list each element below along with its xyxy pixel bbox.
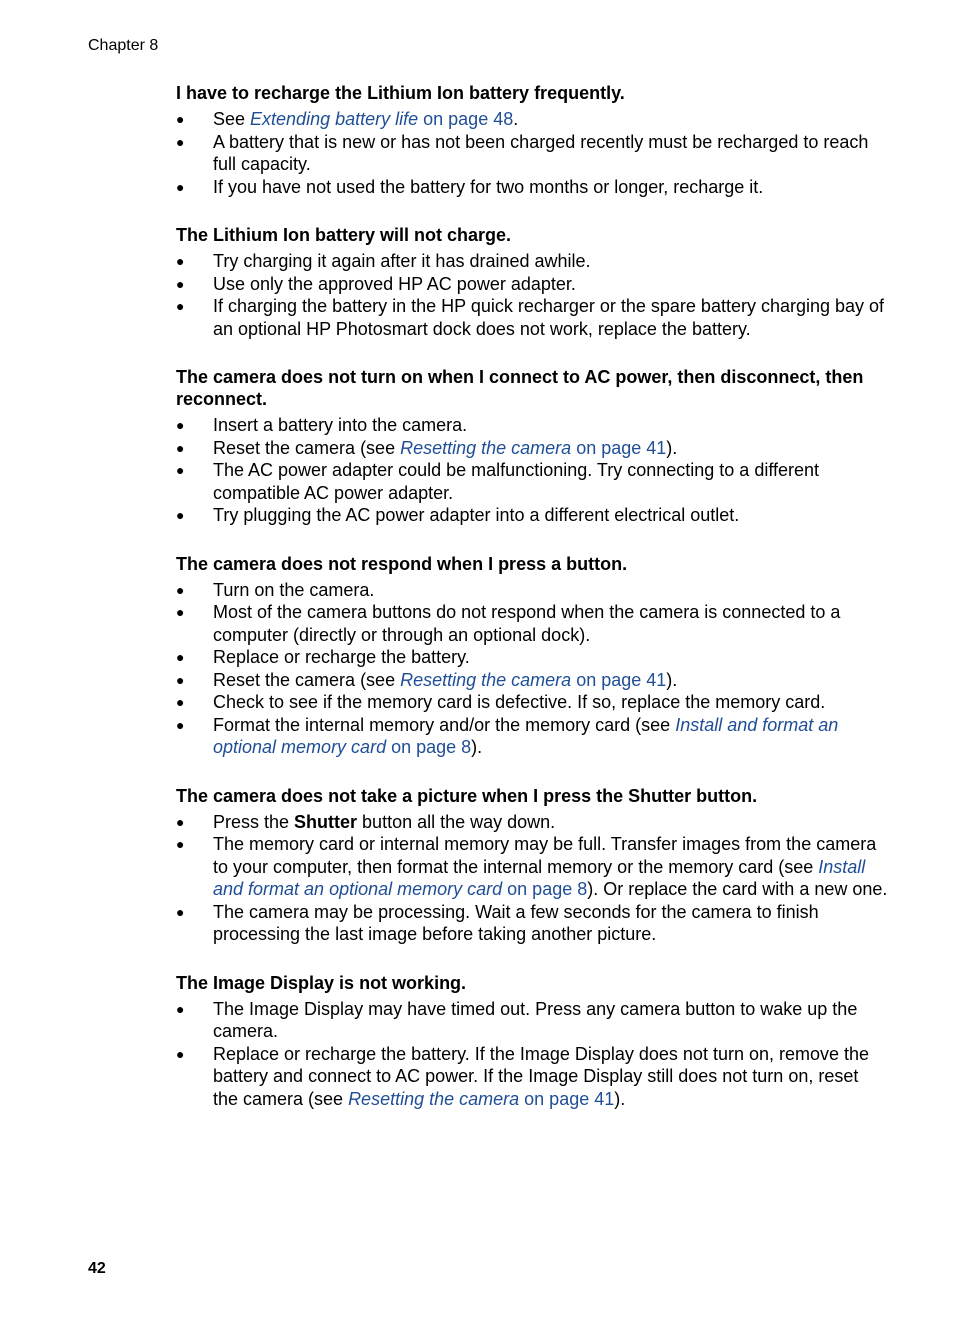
- list-item: [176, 691, 888, 714]
- item-text: The memory card or internal memory may be full. Transfer images from the camera to your computer, then format the internal memory or the memory card (see: [213, 834, 877, 877]
- cross-reference-link[interactable]: [400, 438, 666, 458]
- item-text: Most of the camera buttons do not respond when the camera is connected to a computer (directly or through an optional dock).: [213, 602, 841, 645]
- bullet-list: [176, 250, 888, 340]
- list-item: [176, 901, 888, 946]
- bullet-icon: ●: [176, 178, 185, 195]
- bullet-icon: ●: [176, 133, 185, 150]
- bullet-list: [176, 579, 888, 759]
- troubleshooting-section: [176, 785, 888, 946]
- page-number: 42: [88, 1260, 106, 1277]
- item-text: If you have not used the battery for two months or longer, recharge it.: [213, 176, 764, 197]
- link-title: Resetting the camera: [348, 1088, 520, 1109]
- item-text: The Image Display may have timed out. Press any camera button to wake up the camera.: [213, 998, 858, 1041]
- bullet-icon: ●: [176, 694, 185, 710]
- item-text: Insert a battery into the camera.: [213, 415, 468, 435]
- list-item: [176, 669, 888, 692]
- cross-reference-link[interactable]: [250, 109, 513, 129]
- item-text: ).: [614, 1088, 626, 1109]
- section-heading: The camera does not take a picture when I press the Shutter button.: [176, 785, 758, 806]
- list-item: [176, 998, 888, 1043]
- cross-reference-link[interactable]: [348, 1089, 614, 1109]
- bullet-icon: ●: [176, 275, 185, 292]
- bullet-icon: ●: [176, 417, 185, 433]
- link-title: Resetting the camera: [400, 437, 572, 458]
- link-page: on page 41: [571, 669, 667, 690]
- list-item: [176, 646, 888, 669]
- link-title: Install and format an optional memory card: [213, 714, 839, 757]
- section-heading: The camera does not turn on when I connect to AC power, then disconnect, then reconnect.: [176, 367, 864, 409]
- list-item: [176, 811, 888, 834]
- bullet-icon: ●: [176, 298, 185, 314]
- list-item: [176, 437, 888, 460]
- list-item: [176, 131, 888, 176]
- item-text: See: [213, 109, 251, 129]
- bullet-icon: ●: [176, 1000, 185, 1017]
- list-item: [176, 273, 888, 296]
- troubleshooting-section: [176, 366, 888, 527]
- item-text: Turn on the camera.: [213, 579, 375, 600]
- list-item: [176, 714, 888, 759]
- section-heading: The Image Display is not working.: [176, 972, 467, 993]
- item-text: Reset the camera (see: [213, 669, 401, 690]
- bullet-icon: ●: [176, 604, 185, 620]
- bullet-list: [176, 414, 888, 527]
- list-item: [176, 1043, 888, 1111]
- section-heading: The camera does not respond when I press a button.: [176, 553, 628, 574]
- link-title: Install and format an optional memory card: [213, 856, 866, 899]
- item-text: ). Or replace the card with a new one.: [587, 879, 888, 899]
- bullet-icon: ●: [176, 111, 185, 127]
- troubleshooting-section: [176, 972, 888, 1111]
- list-item: [176, 459, 888, 504]
- link-title: Resetting the camera: [400, 669, 572, 690]
- bullet-icon: ●: [176, 903, 185, 920]
- list-item: [176, 579, 888, 602]
- item-text: The camera may be processing. Wait a few seconds for the camera to finish processing the last image before taking another picture.: [213, 901, 819, 944]
- troubleshooting-section: [176, 553, 888, 759]
- bullet-icon: ●: [176, 813, 185, 830]
- bullet-list: [176, 811, 888, 946]
- bullet-icon: ●: [176, 439, 185, 456]
- list-item: [176, 601, 888, 646]
- bullet-icon: ●: [176, 581, 185, 598]
- link-page: on page 41: [571, 437, 667, 458]
- list-item: [176, 108, 888, 131]
- item-text: If charging the battery in the HP quick recharger or the spare battery charging bay of an optional HP Photosmart dock does not work, replace the battery.: [213, 296, 885, 339]
- item-text: Try charging it again after it has drained awhile.: [213, 251, 591, 271]
- item-text: Reset the camera (see: [213, 437, 401, 458]
- item-text: Replace or recharge the battery. If the Image Display does not turn on, remove the battery and connect to AC power. If the Image Display still does not turn on, reset the camera (see: [213, 1043, 870, 1109]
- item-text: Format the internal memory and/or the memory card (see: [213, 714, 676, 735]
- item-text: ).: [471, 737, 483, 757]
- bullet-list: [176, 998, 888, 1111]
- link-page: on page 8: [502, 879, 588, 899]
- list-item: [176, 504, 888, 527]
- list-item: [176, 176, 888, 199]
- link-page: on page 41: [519, 1088, 615, 1109]
- item-text: ).: [666, 669, 678, 690]
- chapter-header: Chapter 8: [88, 37, 159, 54]
- link-page: on page 8: [386, 737, 472, 757]
- list-item: [176, 295, 888, 340]
- item-text: .: [513, 109, 519, 129]
- list-item: [176, 250, 888, 273]
- item-text: The AC power adapter could be malfunctioning. Try connecting to a different compatible AC power adapter.: [213, 460, 820, 503]
- item-text: ).: [666, 437, 678, 458]
- bold-keyword: Shutter: [294, 811, 358, 832]
- bullet-icon: ●: [176, 716, 185, 733]
- section-heading: I have to recharge the Lithium Ion battery frequently.: [176, 83, 625, 103]
- bullet-icon: ●: [176, 649, 185, 665]
- item-text: Replace or recharge the battery.: [213, 647, 470, 667]
- bullet-icon: ●: [176, 1045, 185, 1062]
- item-text: Press the: [213, 811, 295, 832]
- troubleshooting-section: [176, 224, 888, 340]
- item-text: button all the way down.: [357, 811, 556, 832]
- bullet-list: [176, 108, 888, 198]
- bullet-icon: ●: [176, 253, 185, 269]
- bullet-icon: ●: [176, 836, 185, 852]
- item-text: Try plugging the AC power adapter into a different electrical outlet.: [213, 505, 740, 525]
- bullet-icon: ●: [176, 462, 185, 478]
- item-text: Use only the approved HP AC power adapter.: [213, 273, 576, 294]
- list-item: [176, 833, 888, 901]
- list-item: [176, 414, 888, 437]
- item-text: A battery that is new or has not been charged recently must be recharged to reach full capacity.: [213, 131, 869, 174]
- section-heading: The Lithium Ion battery will not charge.: [176, 225, 512, 245]
- item-text: Check to see if the memory card is defective. If so, replace the memory card.: [213, 692, 826, 712]
- cross-reference-link[interactable]: [400, 670, 666, 690]
- document-body: [176, 82, 888, 1136]
- troubleshooting-section: [176, 82, 888, 198]
- bullet-icon: ●: [176, 507, 185, 523]
- link-page: on page 48: [418, 109, 514, 129]
- bullet-icon: ●: [176, 671, 185, 688]
- link-title: Extending battery life: [250, 109, 419, 129]
